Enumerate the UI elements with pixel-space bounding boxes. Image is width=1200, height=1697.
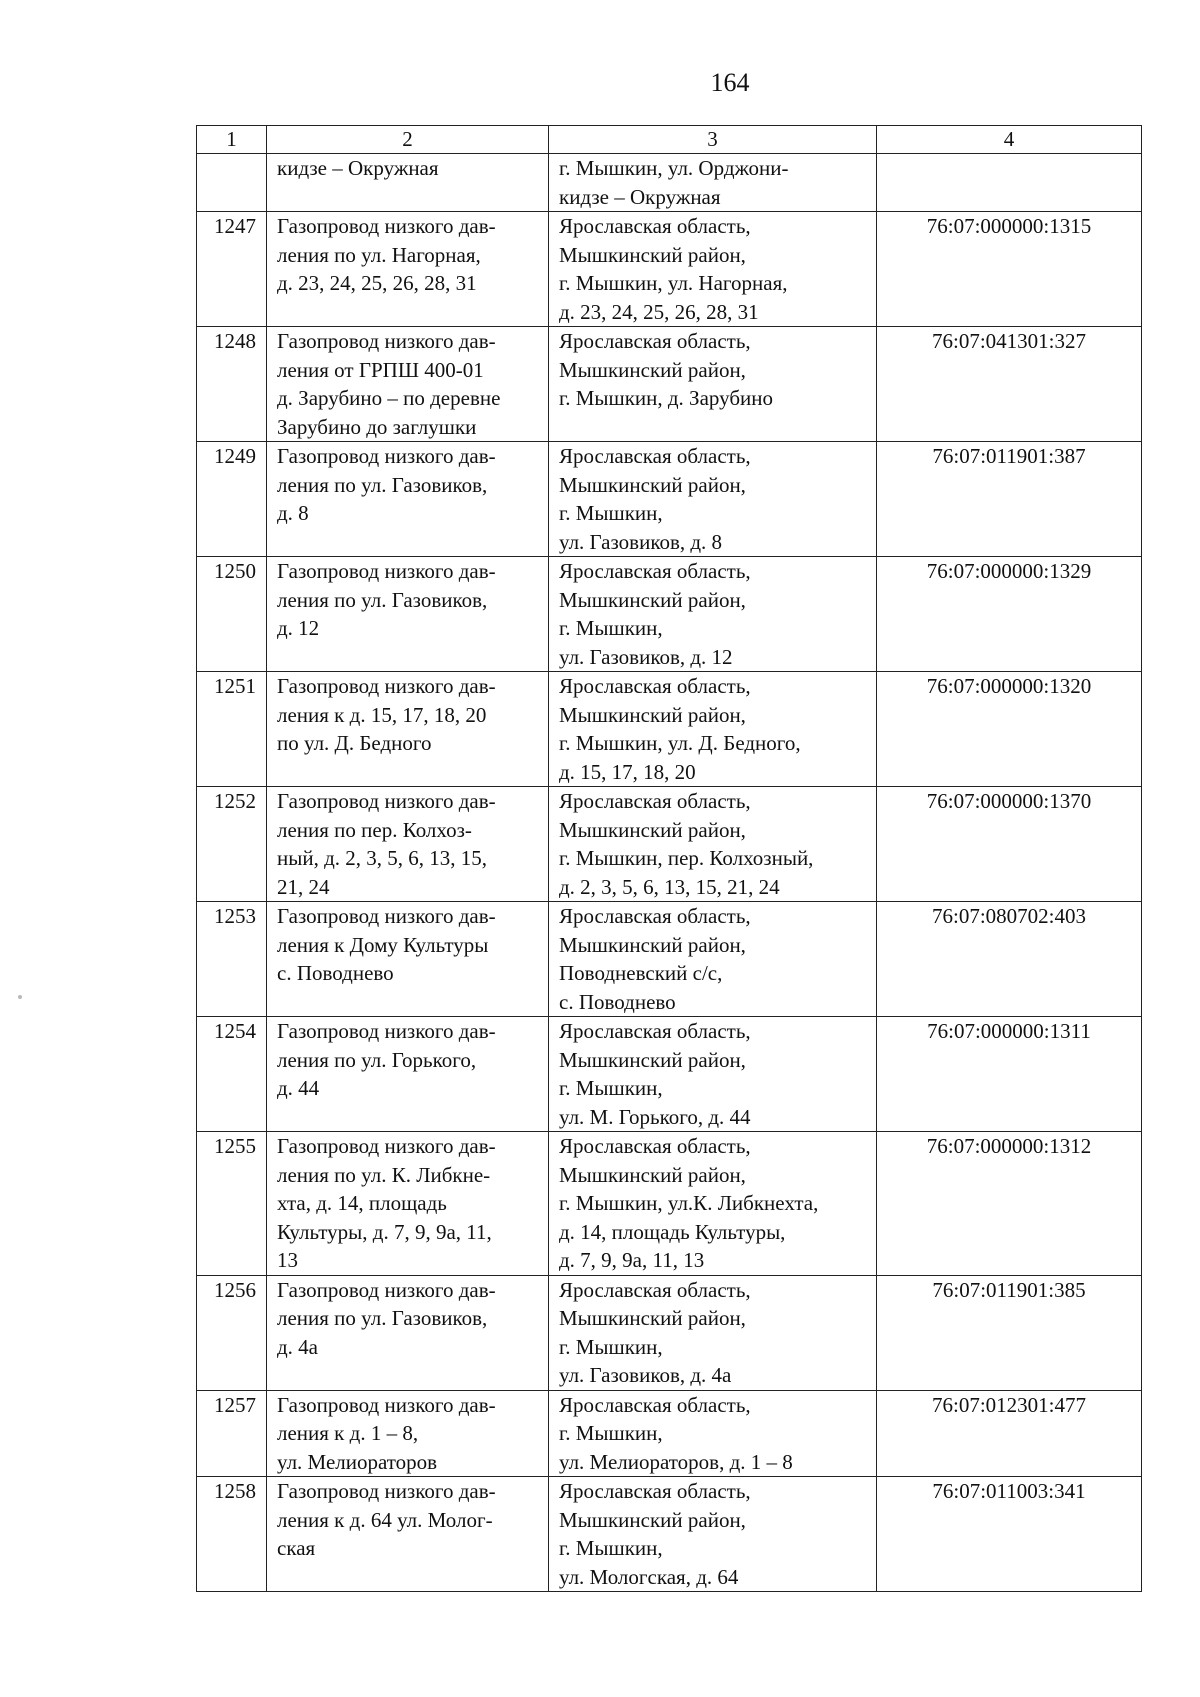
address-cell: Ярославская область, Мышкинский район, г. Мышкин, ул. Нагорная, д. 23, 24, 25, 26, 28, 31: [549, 212, 877, 327]
row-number-cell: 1247: [197, 212, 267, 327]
row-number-cell: 1257: [197, 1390, 267, 1477]
object-name-cell: Газопровод низкого дав- ления к д. 1 – 8, ул. Мелиораторов: [267, 1390, 549, 1477]
table-row: [197, 327, 1142, 442]
row-number-cell: 1249: [197, 442, 267, 557]
row-number-cell: 1251: [197, 672, 267, 787]
table-row: [197, 1017, 1142, 1132]
object-name-cell: Газопровод низкого дав- ления к Дому Культуры с. Поводнево: [267, 902, 549, 1017]
table-row: [197, 902, 1142, 1017]
cadastral-number-cell: 76:07:000000:1329: [877, 557, 1142, 672]
cadastral-number-cell: 76:07:000000:1370: [877, 787, 1142, 902]
table-row: [197, 212, 1142, 327]
table-row: [197, 1390, 1142, 1477]
object-name-cell: Газопровод низкого дав- ления к д. 15, 17, 18, 20 по ул. Д. Бедного: [267, 672, 549, 787]
object-name-cell: кидзе – Окружная: [267, 154, 549, 212]
object-name-cell: Газопровод низкого дав- ления от ГРПШ 400-01 д. Зарубино – по деревне Зарубино до заглушки: [267, 327, 549, 442]
row-number-cell: 1258: [197, 1477, 267, 1592]
row-number-cell: 1250: [197, 557, 267, 672]
object-name-cell: Газопровод низкого дав- ления по ул. Газовиков, д. 8: [267, 442, 549, 557]
table-row: [197, 672, 1142, 787]
cadastral-number-cell: 76:07:011901:385: [877, 1275, 1142, 1390]
object-name-cell: Газопровод низкого дав- ления по ул. Газовиков, д. 4а: [267, 1275, 549, 1390]
property-table: [196, 125, 1142, 1592]
row-number-cell: 1255: [197, 1132, 267, 1276]
header-cell-2: 2: [267, 126, 549, 154]
table-row: [197, 1132, 1142, 1276]
object-name-cell: Газопровод низкого дав- ления по ул. К. Либкне- хта, д. 14, площадь Культуры, д. 7, 9, 9а, 11, 13: [267, 1132, 549, 1276]
table-row: [197, 787, 1142, 902]
table-row: [197, 1477, 1142, 1592]
address-cell: Ярославская область, Мышкинский район, г. Мышкин, ул. М. Горького, д. 44: [549, 1017, 877, 1132]
object-name-cell: Газопровод низкого дав- ления к д. 64 ул. Молог- ская: [267, 1477, 549, 1592]
row-number-cell: 1253: [197, 902, 267, 1017]
table-row: [197, 557, 1142, 672]
header-cell-1: 1: [197, 126, 267, 154]
address-cell: Ярославская область, Мышкинский район, г. Мышкин, д. Зарубино: [549, 327, 877, 442]
address-cell: Ярославская область, Мышкинский район, г. Мышкин, пер. Колхозный, д. 2, 3, 5, 6, 13, 15, 21, 24: [549, 787, 877, 902]
table-row: [197, 154, 1142, 212]
cadastral-number-cell: 76:07:011003:341: [877, 1477, 1142, 1592]
row-number-cell: 1256: [197, 1275, 267, 1390]
address-cell: Ярославская область, Мышкинский район, г. Мышкин, ул. Газовиков, д. 8: [549, 442, 877, 557]
cadastral-number-cell: [877, 154, 1142, 212]
address-cell: Ярославская область, Мышкинский район, г. Мышкин, ул. Мологская, д. 64: [549, 1477, 877, 1592]
cadastral-number-cell: 76:07:000000:1320: [877, 672, 1142, 787]
cadastral-number-cell: 76:07:041301:327: [877, 327, 1142, 442]
cadastral-number-cell: 76:07:011901:387: [877, 442, 1142, 557]
address-cell: Ярославская область, Мышкинский район, г. Мышкин, ул.К. Либкнехта, д. 14, площадь Культуры, д. 7, 9, 9а, 11, 13: [549, 1132, 877, 1276]
cadastral-number-cell: 76:07:000000:1312: [877, 1132, 1142, 1276]
cadastral-number-cell: 76:07:080702:403: [877, 902, 1142, 1017]
address-cell: Ярославская область, Мышкинский район, г. Мышкин, ул. Газовиков, д. 4а: [549, 1275, 877, 1390]
object-name-cell: Газопровод низкого дав- ления по ул. Горького, д. 44: [267, 1017, 549, 1132]
row-number-cell: 1248: [197, 327, 267, 442]
cadastral-number-cell: 76:07:012301:477: [877, 1390, 1142, 1477]
object-name-cell: Газопровод низкого дав- ления по ул. Нагорная, д. 23, 24, 25, 26, 28, 31: [267, 212, 549, 327]
cadastral-number-cell: 76:07:000000:1311: [877, 1017, 1142, 1132]
scan-dot-mark: [18, 995, 22, 999]
table-row: [197, 442, 1142, 557]
address-cell: г. Мышкин, ул. Орджони- кидзе – Окружная: [549, 154, 877, 212]
address-cell: Ярославская область, Мышкинский район, г. Мышкин, ул. Д. Бедного, д. 15, 17, 18, 20: [549, 672, 877, 787]
header-cell-3: 3: [549, 126, 877, 154]
address-cell: Ярославская область, г. Мышкин, ул. Мелиораторов, д. 1 – 8: [549, 1390, 877, 1477]
object-name-cell: Газопровод низкого дав- ления по пер. Колхоз- ный, д. 2, 3, 5, 6, 13, 15, 21, 24: [267, 787, 549, 902]
header-cell-4: 4: [877, 126, 1142, 154]
address-cell: Ярославская область, Мышкинский район, Поводневский с/с, с. Поводнево: [549, 902, 877, 1017]
row-number-cell: 1254: [197, 1017, 267, 1132]
object-name-cell: Газопровод низкого дав- ления по ул. Газовиков, д. 12: [267, 557, 549, 672]
page-number: 164: [710, 68, 750, 97]
row-number-cell: 1252: [197, 787, 267, 902]
row-number-cell: [197, 154, 267, 212]
address-cell: Ярославская область, Мышкинский район, г. Мышкин, ул. Газовиков, д. 12: [549, 557, 877, 672]
cadastral-number-cell: 76:07:000000:1315: [877, 212, 1142, 327]
table-row: [197, 1275, 1142, 1390]
table-header-row: [197, 126, 1142, 154]
